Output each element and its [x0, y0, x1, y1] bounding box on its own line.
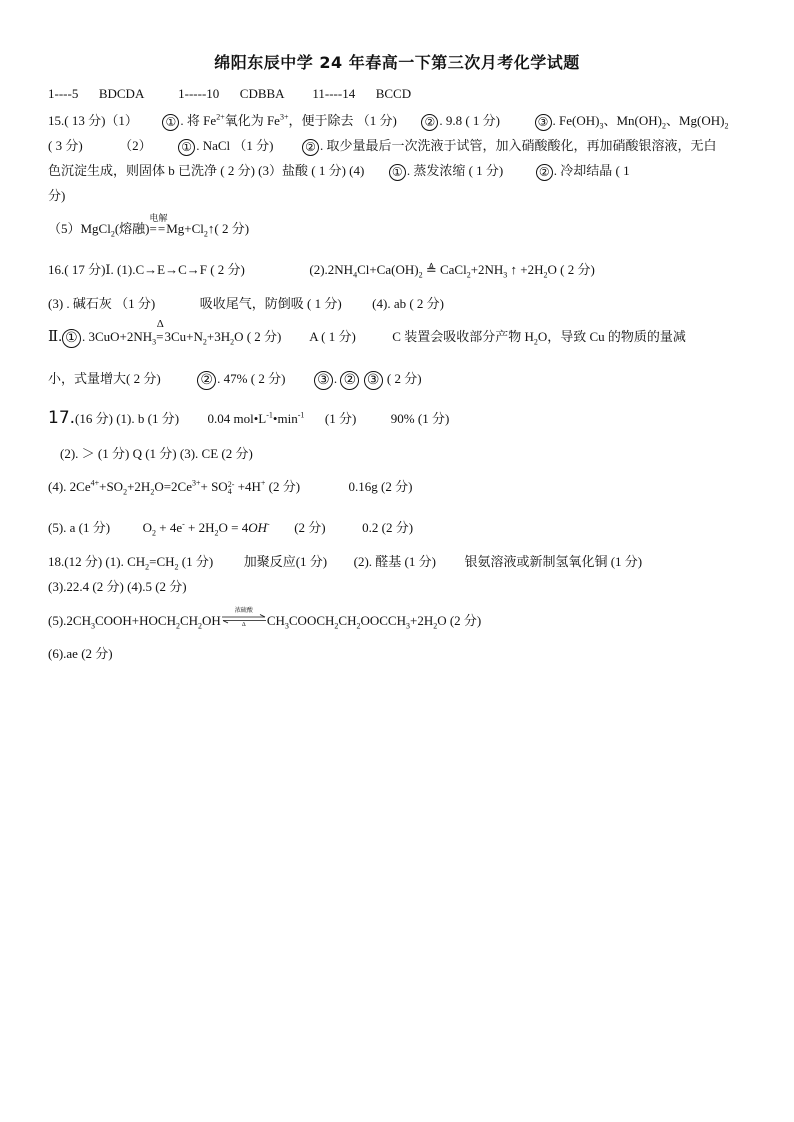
choice-answer-3: BCCD: [375, 86, 412, 101]
q15-part-2: ② . 9.8 ( 1 分): [421, 113, 503, 128]
choice-answer-2: CDBBA: [239, 86, 284, 101]
q15-part-1: ① . 将 $Fe^{2+}$氧化为 $Fe^{3+}$，便于除去 （1 分): [162, 113, 400, 128]
q16-line-1: 16.( 17 分)Ⅰ. (1).C→E→C→F ( 2 分) $(2).2NH_4Cl+Ca(OH)_2$ ≜ $CaCl_2+2NH_3$ ↑ $+2H_2O$ ( 2 分): [48, 262, 595, 280]
circled-number: ②: [340, 371, 359, 390]
q15-head: 15.( 13 分)（1）: [48, 113, 138, 128]
q15-line-3: 色沉淀生成，则固体 b 已洗净 ( 2 分) (3）盐酸 ( 1 分) (4) ① . 蒸发浓缩 ( 1 分) ② . 冷却结晶 ( 1: [48, 163, 630, 179]
q17-line-3: (4). $2Ce^{4+}+SO_2+2H_2O=2Ce^{3+}+$ SO 2- 4 +4H+ (2 分) 0.16g (2 分): [48, 478, 413, 497]
page-title: 绵阳东辰中学 24 年春高一下第三次月考化学试题: [214, 53, 580, 72]
q15-part-7: ② . 冷却结晶 ( 1: [536, 163, 630, 178]
choice-range-3: 11----14: [312, 86, 356, 101]
q16-line-3: Ⅱ. ① . $3CuO+2NH_3$ Δ $=3Cu+N_2+3H_2O$ ( 2 分) A ( 1 分) C 装置会吸收部分产物 $H_2O$，导致 Cu 的物质的量减: [48, 318, 686, 347]
q17-line-2: (2). ＞ (1 分) Q (1 分) (3). CE (2 分): [60, 446, 253, 461]
circled-number: ①: [178, 139, 195, 156]
q15-line-1: [48, 110, 728, 131]
heat-sign: Δ =: [156, 318, 165, 344]
q15-part-4: ① . NaCl （1 分): [178, 138, 277, 153]
choice-answers-row: [48, 86, 411, 102]
q17-line-4: (5). a (1 分) $O_2 + 4e^- + 2H_2O = 4OH^-$ (2 分) 0.2 (2 分): [48, 519, 414, 538]
circled-number: ③: [364, 371, 383, 390]
q16-line-2: (3) . 碱石灰 （1 分) 吸收尾气，防倒吸 ( 1 分) (4). ab ( 2 分): [48, 296, 445, 311]
circled-number: ②: [421, 114, 438, 131]
electrode-equation: $O_2 + 4e^- + 2H_2O = 4OH^-$: [142, 519, 270, 538]
choice-answer-1: BDCDA: [98, 86, 144, 101]
circled-number: ①: [162, 114, 179, 131]
q16-line-4: 小，式量增大( 2 分) ② . 47% ( 2 分) ③ . ② ③ ( 2 分): [48, 371, 422, 388]
q17-line-1: 17.(16 分) (1). b (1 分) 0.04 $mol•L^{-1}•\min^{-1}$ (1 分) 90% (1 分): [48, 408, 450, 428]
electrolysis-sign: 电解 ==: [149, 213, 168, 236]
q15-line-4: 分): [48, 188, 66, 203]
circled-number: ②: [197, 371, 216, 390]
q16-equation-1: $(2).2NH_4Cl+Ca(OH)_2$ ≜ $CaCl_2+2NH_3$ ↑ $+2H_2O$ ( 2 分): [309, 262, 595, 280]
q18-line-2: (3).22.4 (2 分) (4).5 (2 分): [48, 579, 187, 594]
circled-number: ①: [62, 329, 81, 348]
circled-number: ①: [389, 164, 406, 181]
q15-part-5: ② . 取少量最后一次洗液于试管，加入硝酸酸化，再加硝酸银溶液，无白: [302, 138, 717, 153]
q15-part-6: ① . 蒸发浓缩 ( 1 分): [389, 163, 507, 178]
q18-line-3: $(5).2CH_3COOH+HOCH_2CH_2OH$ 浓硫酸 Δ $CH_3COOCH_2CH_2OOCCH_3+2H_2O$ (2 分): [48, 608, 482, 631]
circled-number: ③: [535, 114, 552, 131]
circled-number: ②: [302, 139, 319, 156]
reversible-arrow-icon: 浓硫酸 Δ: [221, 613, 267, 627]
q15-line-5: （5）MgCl$_2$(熔融) 电解 $==Mg+Cl_2↑$( 2 分): [48, 213, 250, 239]
choice-range-1: 1----5: [48, 86, 79, 101]
circled-number: ②: [536, 164, 553, 181]
circled-number: ③: [314, 371, 333, 390]
q18-line-1: 18.(12 分) (1). $CH_2=CH_2$ (1 分) 加聚反应(1 分) (2). 醛基 (1 分) 银氨溶液或新制氢氧化铜 (1 分): [48, 554, 643, 572]
q18-line-4: (6).ae (2 分): [48, 646, 113, 661]
q15-line-2: ( 3 分) （2） ① . NaCl （1 分) ② . 取少量最后一次洗液于试管，加入硝酸酸化，再加硝酸银溶液，无白: [48, 138, 717, 154]
choice-range-2: 1-----10: [178, 86, 220, 101]
q17-number: 17.: [48, 408, 76, 428]
q15-part-3: ③ . $Fe(OH)_3$、$Mn(OH)_2$、$Mg(OH)_2$: [535, 113, 729, 128]
